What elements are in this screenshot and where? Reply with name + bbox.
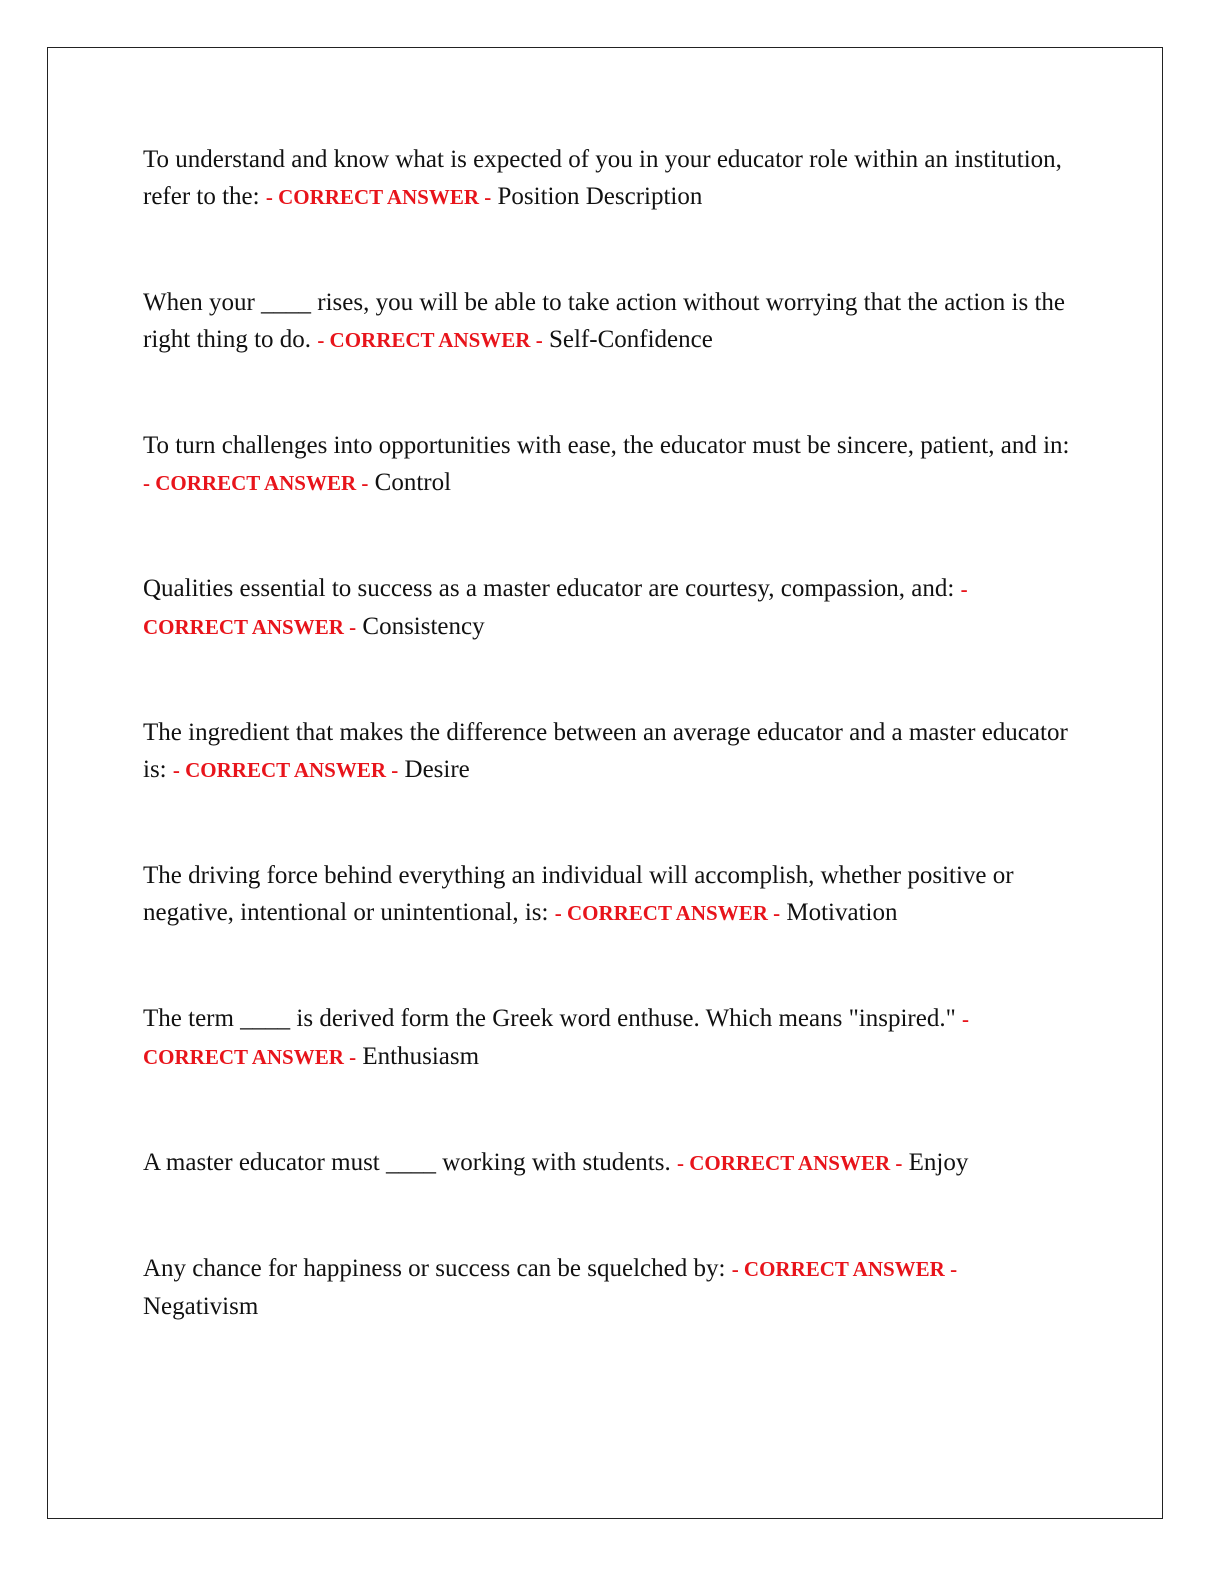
correct-answer-label: - CORRECT ANSWER -	[731, 1257, 958, 1281]
answer-text: Negativism	[143, 1293, 259, 1320]
question-text: Qualities essential to success as a master educator are courtesy, compassion, and:	[143, 575, 955, 602]
correct-answer-label: - CORRECT ANSWER -	[265, 185, 492, 209]
correct-answer-label: - CORRECT ANSWER -	[317, 328, 543, 352]
answer-text: Enthusiasm	[362, 1043, 480, 1070]
qa-item-7	[143, 1000, 1073, 1076]
question-text: The ingredient that makes the difference between an average educator and a master educator is:	[143, 719, 1068, 783]
correct-answer-label: - CORRECT ANSWER -	[172, 758, 399, 782]
answer-text: Enjoy	[908, 1149, 969, 1176]
correct-answer-label: - CORRECT ANSWER -	[143, 471, 369, 495]
qa-item-4	[143, 570, 1073, 646]
answer-text: Position Description	[497, 183, 703, 210]
question-text: Any chance for happiness or success can be squelched by:	[143, 1255, 726, 1282]
correct-answer-label: - CORRECT ANSWER -	[143, 1007, 970, 1069]
question-text: The term ____ is derived form the Greek word enthuse. Which means "inspired."	[143, 1005, 956, 1032]
answer-text: Motivation	[786, 899, 898, 926]
document-body	[143, 141, 1073, 1393]
answer-text: Control	[374, 469, 452, 496]
question-text: A master educator must ____ working with students.	[143, 1149, 671, 1176]
qa-item-8	[143, 1144, 1073, 1182]
correct-answer-label: - CORRECT ANSWER -	[143, 577, 968, 639]
correct-answer-label: - CORRECT ANSWER -	[554, 901, 781, 925]
qa-item-1	[143, 141, 1073, 216]
answer-text: Desire	[404, 756, 470, 783]
question-text: To turn challenges into opportunities with ease, the educator must be sincere, patient, and in:	[143, 432, 1070, 459]
qa-item-2	[143, 284, 1073, 359]
question-text: The driving force behind everything an individual will accomplish, whether positive or negative, intentional or unintentional, is:	[143, 862, 1014, 926]
question-text: When your ____ rises, you will be able to take action without worrying that the action is the right thing to do.	[143, 289, 1066, 353]
answer-text: Consistency	[362, 613, 485, 640]
qa-item-9	[143, 1250, 1073, 1325]
question-text: To understand and know what is expected of you in your educator role within an institution, refer to the:	[143, 146, 1062, 210]
qa-item-6	[143, 857, 1073, 932]
qa-item-3	[143, 427, 1073, 502]
correct-answer-label: - CORRECT ANSWER -	[676, 1151, 903, 1175]
qa-item-5	[143, 714, 1073, 789]
answer-text: Self-Confidence	[548, 326, 713, 353]
